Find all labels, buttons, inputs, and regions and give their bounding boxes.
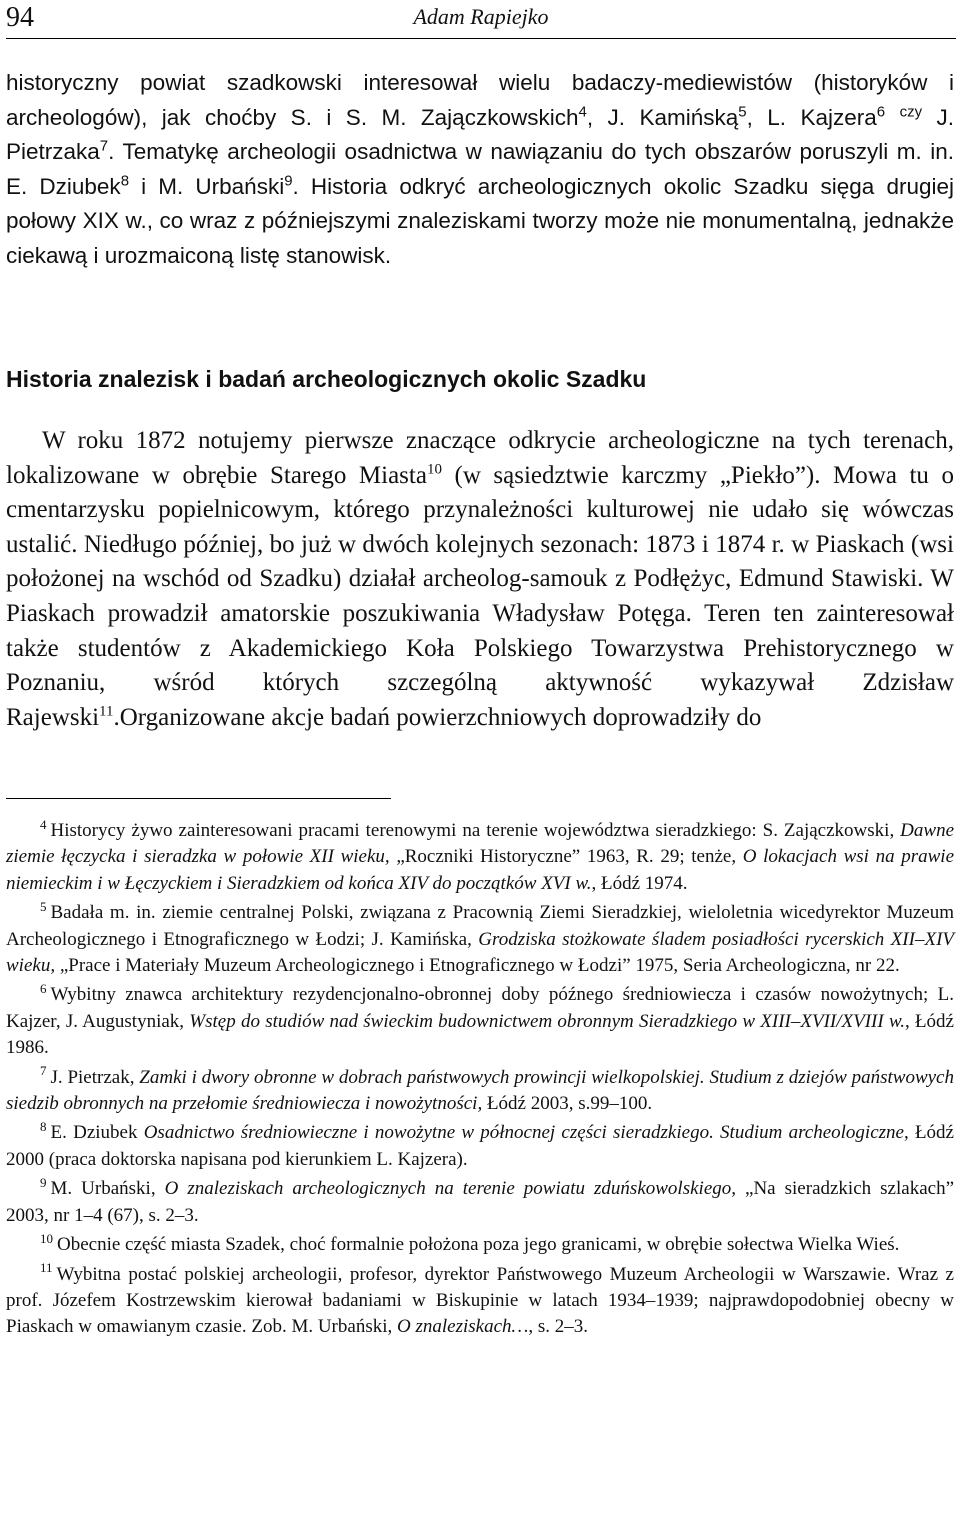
intro-paragraph — [6, 66, 954, 274]
intro-text: i M. Urbański — [129, 173, 285, 199]
footnote-title: Grodziska stożkowate śladem posiadłości rycerskich XII–XIV wieku, — [6, 928, 954, 977]
footnote-ref: 9 — [284, 172, 293, 190]
footnote-10 — [6, 1232, 954, 1258]
footnote-11 — [6, 1262, 954, 1341]
footnote-5 — [6, 900, 954, 979]
intro-text — [885, 105, 899, 130]
footnote-number: 6 — [40, 981, 47, 997]
superscript-word: czy — [899, 103, 923, 121]
footnote-text: J. Pietrzak, — [50, 1066, 140, 1088]
body-paragraph — [6, 424, 954, 735]
footnote-text: Historycy żywo zainteresowani pracami terenowymi na terenie województwa sieradzkiego: S. Zajączkowski, — [50, 820, 901, 841]
page-header — [6, 0, 956, 39]
footnote-text: Obecnie część miasta Szadek, choć formalnie położona poza jego granicami, w obrębie sołectwa Wielka Wieś. — [57, 1234, 900, 1256]
footnote-number: 4 — [40, 816, 47, 832]
footnote-text: „Prace i Materiały Muzeum Archeologicznego i Etnograficznego w Łodzi” 1975, Seria Archeologiczna, nr 22. — [55, 955, 900, 977]
footnote-title: Wstęp do studiów nad świeckim budownictwem obronnym Sieradzkiego w XIII–XVII/XVIII w. — [189, 1010, 905, 1032]
running-title: Adam Rapiejko — [413, 4, 549, 29]
footnote-text: Wybitna postać polskiej archeologii, profesor, dyrektor Państwowego Muzeum Archeologii w Warszawie. Wraz z prof. Józefem Kostrzewskim kierował badaniami w Biskupinie w latach 1934–1939; najprawdopodobniej obecny w Piaskach w omawianym czasie. Zob. M. Urbański, — [6, 1263, 954, 1338]
footnote-ref: 5 — [738, 103, 747, 121]
page-number: 94 — [6, 2, 34, 33]
intro-text: . Historia odkryć archeologicznych okolic Szadku sięga drugiej połowy XIX w., co wraz z późniejszymi znaleziskami tworzy może nie monumentalną, jednakże ciekawą i urozmaiconą listę stanowisk. — [6, 173, 954, 268]
intro-text: , L. Kajzera — [746, 104, 877, 130]
footnote-text: M. Urbański, — [50, 1178, 165, 1200]
footnote-number: 11 — [40, 1260, 53, 1276]
footnote-text: , Łódź 2000 (praca doktorska napisana pod kierunkiem L. Kajzera). — [6, 1122, 954, 1170]
footnote-text: , Łódź 1986. — [6, 1010, 954, 1059]
footnote-9 — [6, 1176, 954, 1229]
footnotes — [6, 818, 954, 1341]
intro-text: J. Pietrzaka — [6, 104, 954, 165]
footnote-7 — [6, 1065, 954, 1118]
footnote-text: „Roczniki Historyczne” 1963, R. 29; tenże, — [389, 846, 743, 868]
footnote-title: O znaleziskach… — [397, 1316, 529, 1338]
footnote-text: Badała m. in. ziemie centralnej Polski, związana z Pracownią Ziemi Sieradzkiej, wieloletnia wicedyrektor Muzeum Archeologicznego i Etnograficznego w Łodzi; J. Kamińska, — [6, 902, 954, 950]
section-heading: Historia znalezisk i badań archeologicznych okolic Szadku — [6, 366, 647, 392]
footnote-ref: 7 — [99, 137, 109, 155]
footnote-text: „Na sieradzkich szlakach” 2003, nr 1–4 (67), s. 2–3. — [6, 1178, 955, 1226]
footnote-divider — [6, 798, 391, 799]
footnote-text: E. Dziubek — [50, 1122, 144, 1144]
footnote-6 — [6, 982, 954, 1061]
footnote-ref: 11 — [99, 703, 114, 720]
footnote-ref: 4 — [578, 103, 587, 121]
footnote-ref: 6 — [876, 103, 886, 121]
footnote-ref: 10 — [426, 461, 442, 478]
footnote-number: 9 — [40, 1174, 47, 1190]
footnote-text: Łódź 2003, s.99–100. — [482, 1093, 653, 1115]
footnote-text: , Łódź 1974. — [591, 872, 688, 894]
body-text: W roku 1872 notujemy pierwsze znaczące odkrycie archeologiczne na tych terenach, lokalizowane w obrębie Starego Miasta — [6, 427, 954, 489]
footnote-4 — [6, 818, 954, 897]
footnote-number: 5 — [40, 898, 47, 914]
body-text: (w sąsiedztwie karczmy „Piekło”). Mowa tu o cmentarzysku popielnicowym, którego przynależności kulturowej nie udało się wówczas ustalić. Niedługo później, bo już w dwóch kolejnych sezonach: 1873 i 1874 r. w Piaskach (wsi położonej na wschód od Szadku) działał archeolog-samouk z Podłężyc, Edmund Stawiski. W Piaskach prowadził amatorskie poszukiwania Władysław Potęga. Teren ten zainteresował także studentów z Akademickiego Koła Polskiego Towarzystwa Prehistorycznego w Poznaniu, wśród których szczególną aktywność wykazywał Zdzisław Rajewski — [6, 461, 954, 731]
footnote-title: Dawne ziemie łęczycka i sieradzka w połowie XII wieku, — [6, 820, 954, 868]
footnote-8 — [6, 1120, 954, 1173]
footnote-title: Osadnictwo średniowieczne i nowożytne w północnej części sieradzkiego. Studium archeologiczne — [143, 1122, 904, 1144]
footnote-text: , s. 2–3. — [528, 1316, 589, 1338]
footnote-number: 10 — [40, 1230, 53, 1246]
footnote-text: Wybitny znawca architektury rezydencjonalno-obronnej doby późnego średniowiecza i czasów nowożytnych; L. Kajzer, J. Augustyniak, — [6, 984, 954, 1032]
intro-text: historyczny powiat szadkowski interesował wielu badaczy-mediewistów (historyków i archeologów), jak choćby S. i S. M. Zajączkowskich — [6, 70, 954, 130]
footnote-ref: 8 — [120, 172, 130, 190]
body-text: .Organizowane akcje badań powierzchniowych doprowadziły do — [113, 703, 762, 731]
footnote-number: 7 — [40, 1063, 47, 1079]
footnote-title: O lokacjach wsi na prawie niemieckim i w Łęczyckiem i Sieradzkiem od końca XIV do początków XVI w. — [6, 846, 955, 894]
footnote-title: O znaleziskach archeologicznych na terenie powiatu zduńskowolskiego, — [164, 1178, 737, 1200]
intro-text: . Tematykę archeologii osadnictwa w nawiązaniu do tych obszarów poruszyli m. in. E. Dziubek — [6, 139, 954, 199]
footnote-title: Zamki i dwory obronne w dobrach państwowych prowincji wielkopolskiej. Studium z dziejów państwowych siedzib obronnych na przełomie średniowiecza i nowożytności, — [6, 1066, 954, 1115]
footnote-number: 8 — [40, 1119, 47, 1135]
intro-text: , J. Kamińską — [586, 104, 739, 130]
